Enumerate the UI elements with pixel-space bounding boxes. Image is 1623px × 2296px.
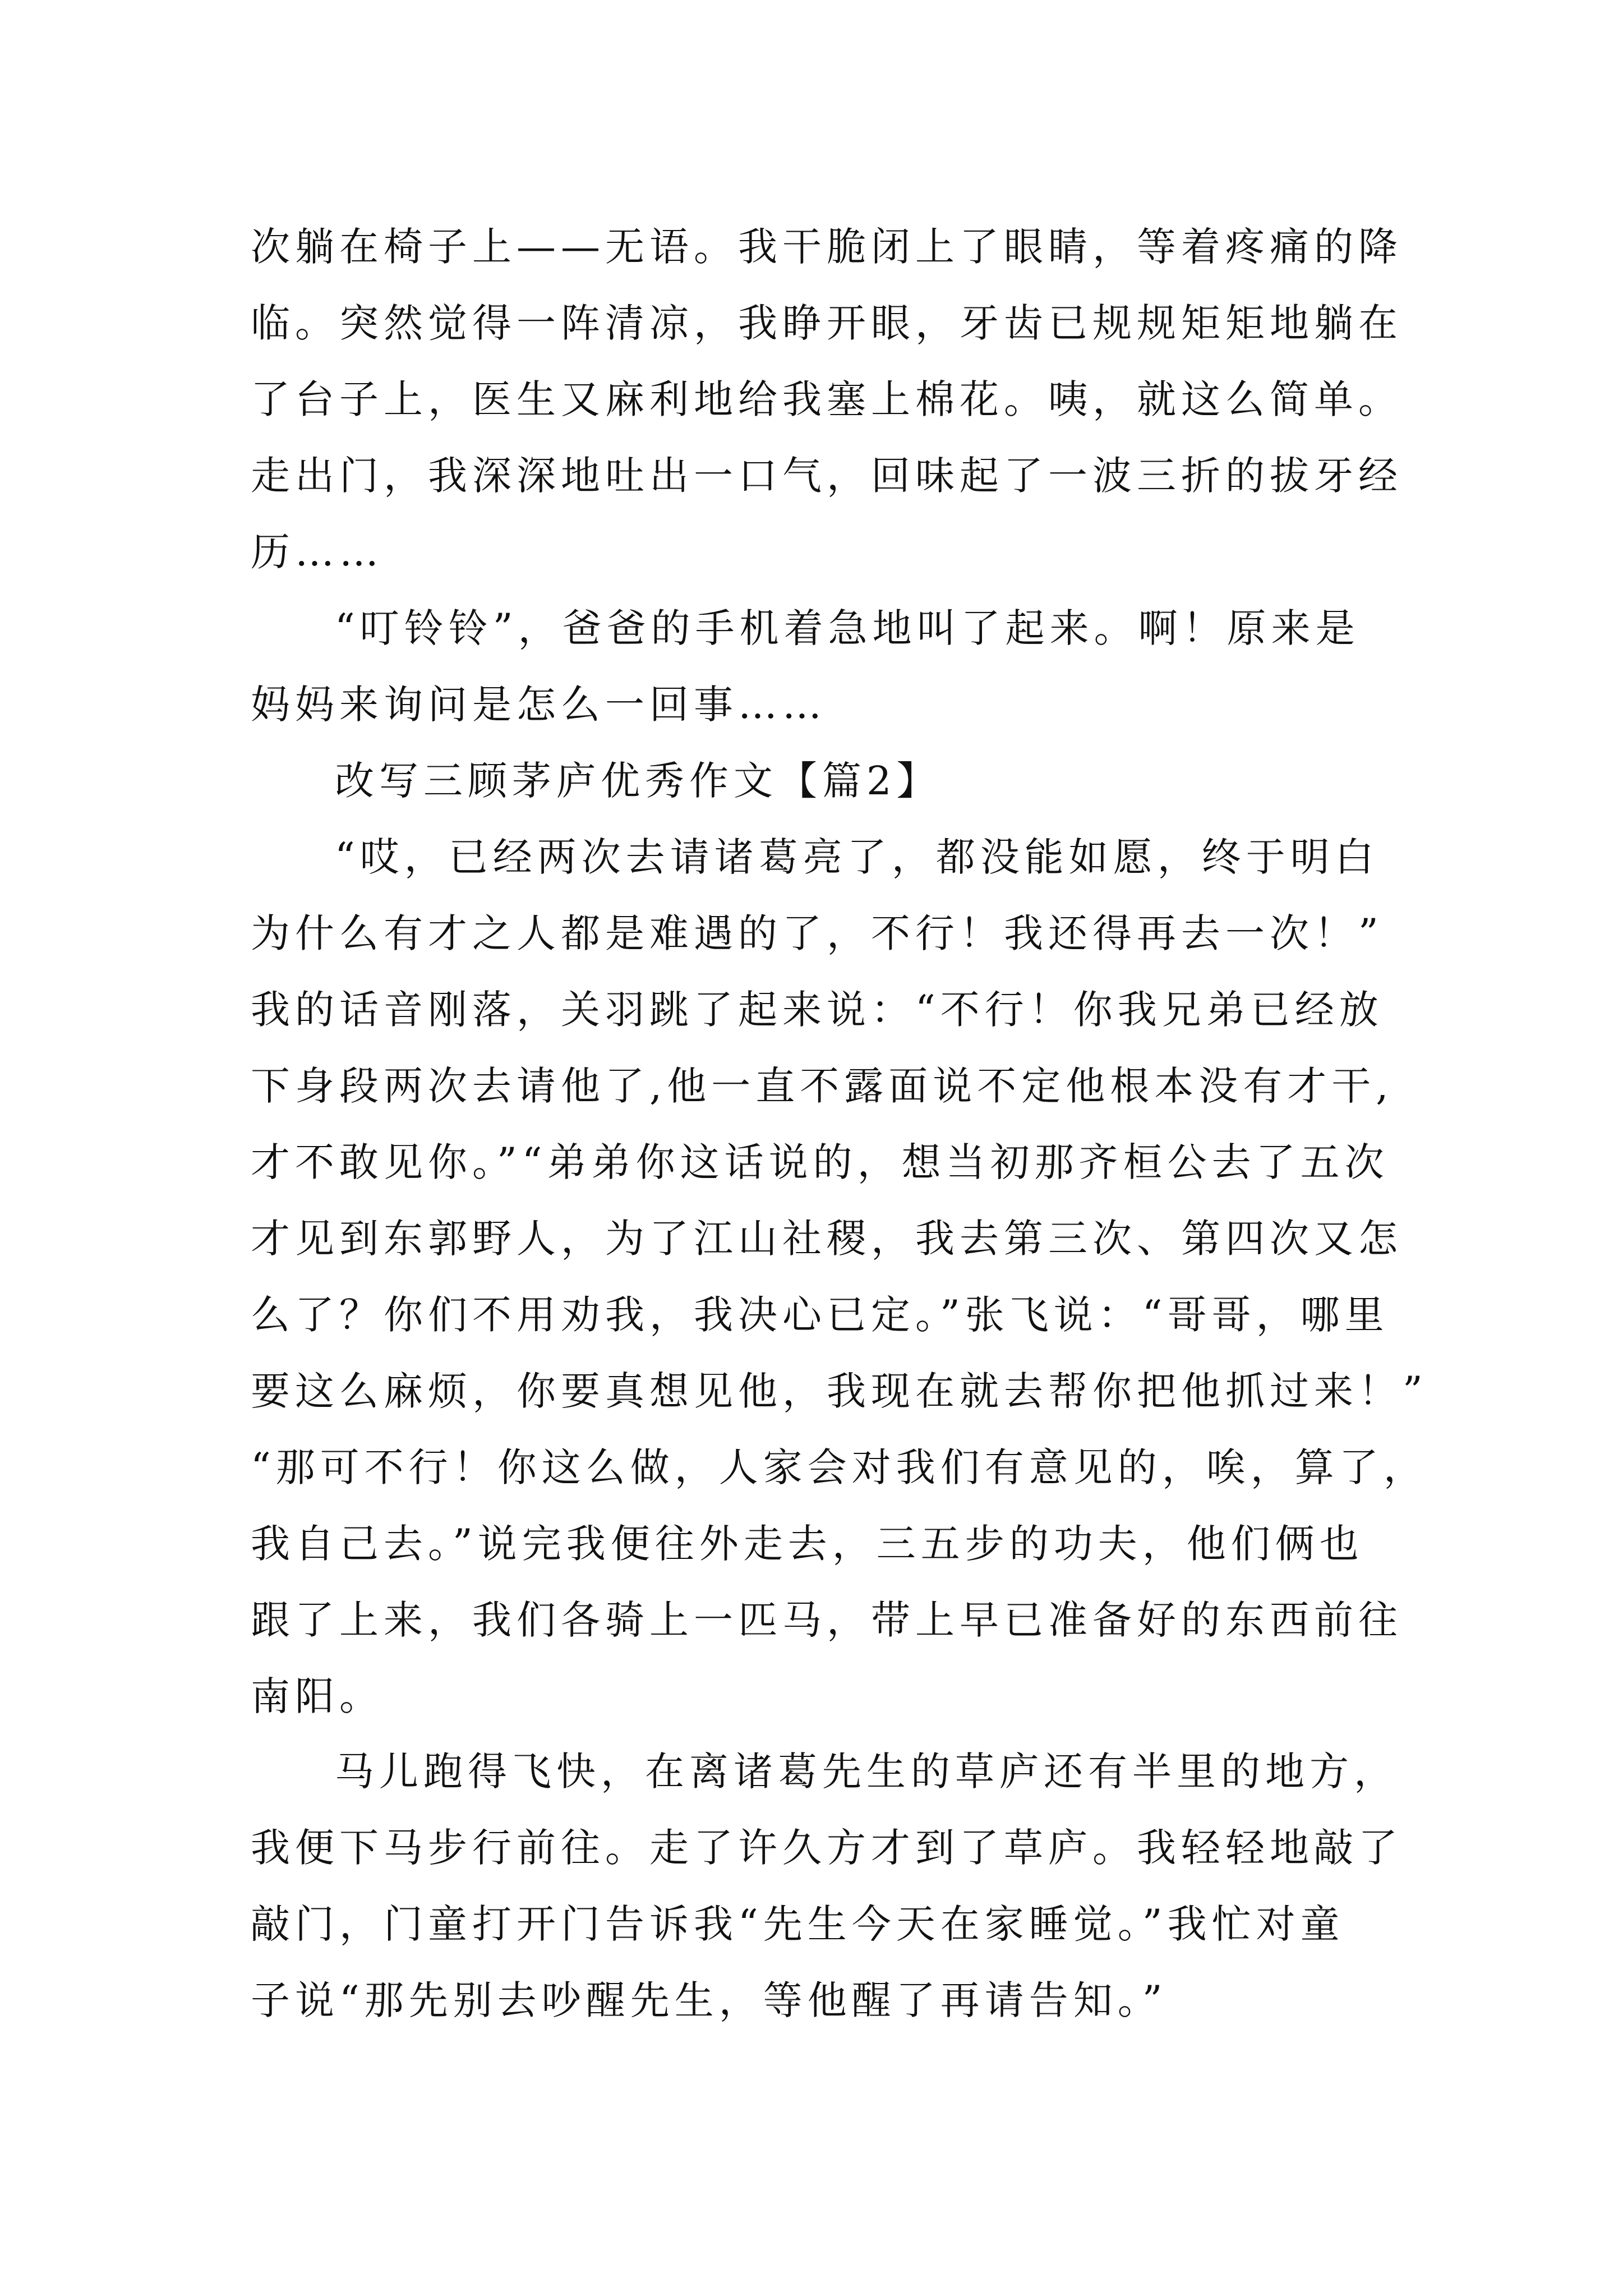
- text-line: 马儿跑得飞快，在离诸葛先生的草庐还有半里的地方，: [335, 1749, 1398, 1795]
- text-line: “哎，已经两次去请诸葛亮了，都没能如愿，终于明白: [335, 834, 1379, 880]
- text-line: 要这么麻烦，你要真想见他，我现在就去帮你把他抓过来！”: [251, 1368, 1428, 1414]
- paragraph-horse-ride: [251, 1733, 1403, 2039]
- text-line: 妈妈来询问是怎么一回事……: [251, 682, 827, 728]
- text-line: “那可不行！你这么做，人家会对我们有意见的，唉，算了，: [251, 1444, 1428, 1490]
- section-heading: 改写三顾茅庐优秀作文【篇2】: [335, 758, 941, 804]
- text-line: 才不敢见你。”“弟弟你这话说的，想当初那齐桓公去了五次: [251, 1139, 1389, 1185]
- text-line: 了台子上，医生又麻利地给我塞上棉花。咦，就这么简单。: [251, 376, 1403, 422]
- section-heading-block: [251, 743, 1378, 819]
- text-line: 历……: [251, 529, 384, 575]
- text-line: 才见到东郭野人，为了江山社稷，我去第三次、第四次又怎: [251, 1216, 1403, 1262]
- text-line: 我自己去。”说完我便往外走去，三五步的功夫，他们俩也: [251, 1521, 1364, 1567]
- text-line: 么了？你们不用劝我，我决心已定。”张飞说：“哥哥，哪里: [251, 1292, 1389, 1338]
- paragraph-three-visits: [251, 819, 1428, 1734]
- text-line: 我的话音刚落，关羽跳了起来说：“不行！你我兄弟已经放: [251, 987, 1384, 1033]
- text-line: 跟了上来，我们各骑上一匹马，带上早已准备好的东西前往: [251, 1597, 1403, 1643]
- paragraph-tooth-extraction: [251, 209, 1403, 590]
- text-line: 子说“那先别去吵醒先生，等他醒了再请告知。”: [251, 1977, 1168, 2023]
- text-line: 临。突然觉得一阵清凉，我睁开眼，牙齿已规规矩矩地躺在: [251, 300, 1403, 346]
- text-line: 我便下马步行前往。走了许久方才到了草庐。我轻轻地敲了: [251, 1825, 1403, 1871]
- text-line: 次躺在椅子上——无语。我干脆闭上了眼睛，等着疼痛的降: [251, 224, 1403, 270]
- text-line: “叮铃铃”，爸爸的手机着急地叫了起来。啊！原来是: [335, 605, 1360, 651]
- text-line: 走出门，我深深地吐出一口气，回味起了一波三折的拔牙经: [251, 453, 1403, 499]
- text-line: 敲门，门童打开门告诉我“先生今天在家睡觉。”我忙对童: [251, 1901, 1345, 1947]
- paragraph-phone-ring: [251, 590, 1378, 743]
- text-line: 南阳。: [251, 1673, 384, 1719]
- text-line: 为什么有才之人都是难遇的了，不行！我还得再去一次！”: [251, 910, 1384, 956]
- text-line: 下身段两次去请他了,他一直不露面说不定他根本没有才干,: [251, 1063, 1394, 1109]
